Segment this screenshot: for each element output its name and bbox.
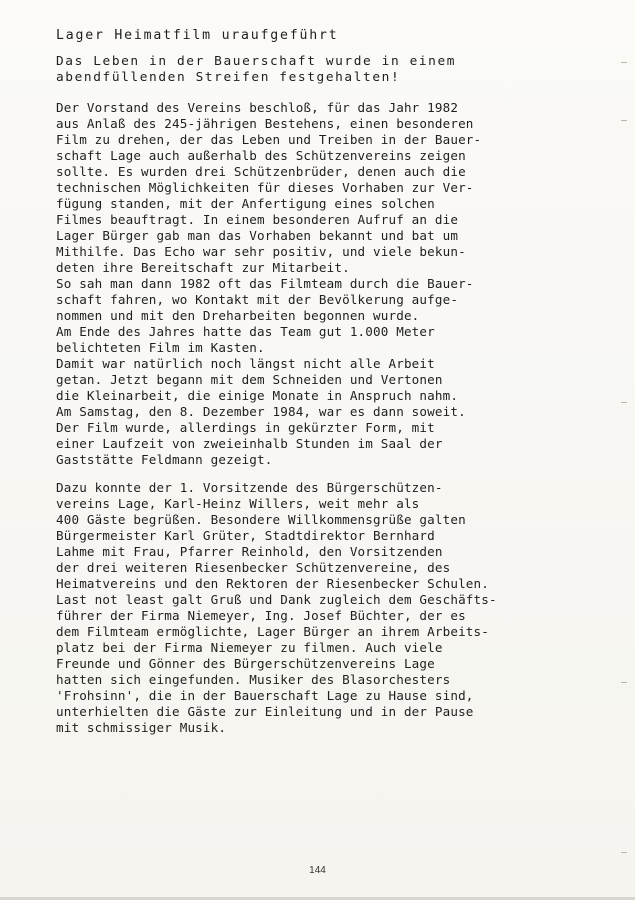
paragraph-1	[56, 100, 596, 276]
text-line: Am Samstag, den 8. Dezember 1984, war es dann soweit.	[56, 404, 466, 419]
text-line: Last not least galt Gruß und Dank zugleich dem Geschäfts-	[56, 592, 497, 607]
margin-mark	[621, 852, 627, 853]
article-body	[56, 28, 596, 736]
subtitle-line: Das Leben in der Bauerschaft wurde in einem	[56, 54, 457, 69]
text-line: Heimatvereins und den Rektoren der Riesenbecker Schulen.	[56, 576, 489, 591]
text-line: sollte. Es wurden drei Schützenbrüder, denen auch die	[56, 164, 466, 179]
text-line: Dazu konnte der 1. Vorsitzende des Bürgerschützen-	[56, 480, 443, 495]
paragraph-5	[56, 404, 596, 468]
text-line: vereins Lage, Karl-Heinz Willers, weit mehr als	[56, 496, 420, 511]
text-line: hatten sich eingefunden. Musiker des Blasorchesters	[56, 672, 451, 687]
margin-mark	[621, 682, 627, 683]
page-number: 144	[309, 865, 326, 876]
text-line: schaft Lage auch außerhalb des Schützenvereins zeigen	[56, 148, 466, 163]
text-line: platz bei der Firma Niemeyer zu filmen. Auch viele	[56, 640, 443, 655]
text-line: So sah man dann 1982 oft das Filmteam durch die Bauer-	[56, 276, 474, 291]
text-line: Freunde und Gönner des Bürgerschützenvereins Lage	[56, 656, 435, 671]
text-line: getan. Jetzt begann mit dem Schneiden und Vertonen	[56, 372, 443, 387]
text-line: 'Frohsinn', die in der Bauerschaft Lage zu Hause sind,	[56, 688, 474, 703]
text-line: aus Anlaß des 245-jährigen Bestehens, einen besonderen	[56, 116, 474, 131]
text-line: einer Laufzeit von zweieinhalb Stunden im Saal der	[56, 436, 443, 451]
text-line: Am Ende des Jahres hatte das Team gut 1.000 Meter	[56, 324, 435, 339]
text-line: Filmes beauftragt. In einem besonderen Aufruf an die	[56, 212, 459, 227]
paragraph-4	[56, 356, 596, 404]
text-line: der drei weiteren Riesenbecker Schützenvereine, des	[56, 560, 451, 575]
margin-mark	[621, 62, 627, 63]
text-line: nommen und mit den Dreharbeiten begonnen wurde.	[56, 308, 420, 323]
article-title: Lager Heimatfilm uraufgeführt	[56, 28, 339, 43]
text-line: unterhielten die Gäste zur Einleitung und in der Pause	[56, 704, 474, 719]
paragraph-2	[56, 276, 596, 324]
subtitle-line: abendfüllenden Streifen festgehalten!	[56, 70, 401, 85]
text-line: Film zu drehen, der das Leben und Treiben in der Bauer-	[56, 132, 482, 147]
text-line: mit schmissiger Musik.	[56, 720, 227, 735]
text-line: technischen Möglichkeiten für dieses Vorhaben zur Ver-	[56, 180, 474, 195]
text-line: schaft fahren, wo Kontakt mit der Bevölkerung aufge-	[56, 292, 459, 307]
text-line: Gaststätte Feldmann gezeigt.	[56, 452, 273, 467]
text-line: Lager Bürger gab man das Vorhaben bekannt und bat um	[56, 228, 459, 243]
text-line: führer der Firma Niemeyer, Ing. Josef Büchter, der es	[56, 608, 466, 623]
text-line: Mithilfe. Das Echo war sehr positiv, und viele bekun-	[56, 244, 466, 259]
text-line: Der Vorstand des Vereins beschloß, für das Jahr 1982	[56, 100, 459, 115]
text-line: 400 Gäste begrüßen. Besondere Willkommensgrüße galten	[56, 512, 466, 527]
text-line: die Kleinarbeit, die einige Monate in Anspruch nahm.	[56, 388, 459, 403]
text-line: dem Filmteam ermöglichte, Lager Bürger an ihrem Arbeits-	[56, 624, 489, 639]
text-line: Lahme mit Frau, Pfarrer Reinhold, den Vorsitzenden	[56, 544, 443, 559]
paragraph-6	[56, 480, 596, 736]
text-line: Der Film wurde, allerdings in gekürzter Form, mit	[56, 420, 435, 435]
text-line: Damit war natürlich noch längst nicht alle Arbeit	[56, 356, 435, 371]
article-subtitle	[56, 54, 596, 86]
text-line: deten ihre Bereitschaft zur Mitarbeit.	[56, 260, 350, 275]
text-line: fügung standen, mit der Anfertigung eines solchen	[56, 196, 435, 211]
paragraph-3	[56, 324, 596, 356]
margin-mark	[621, 120, 627, 121]
text-line: Bürgermeister Karl Grüter, Stadtdirektor Bernhard	[56, 528, 435, 543]
text-line: belichteten Film im Kasten.	[56, 340, 265, 355]
margin-mark	[621, 402, 627, 403]
